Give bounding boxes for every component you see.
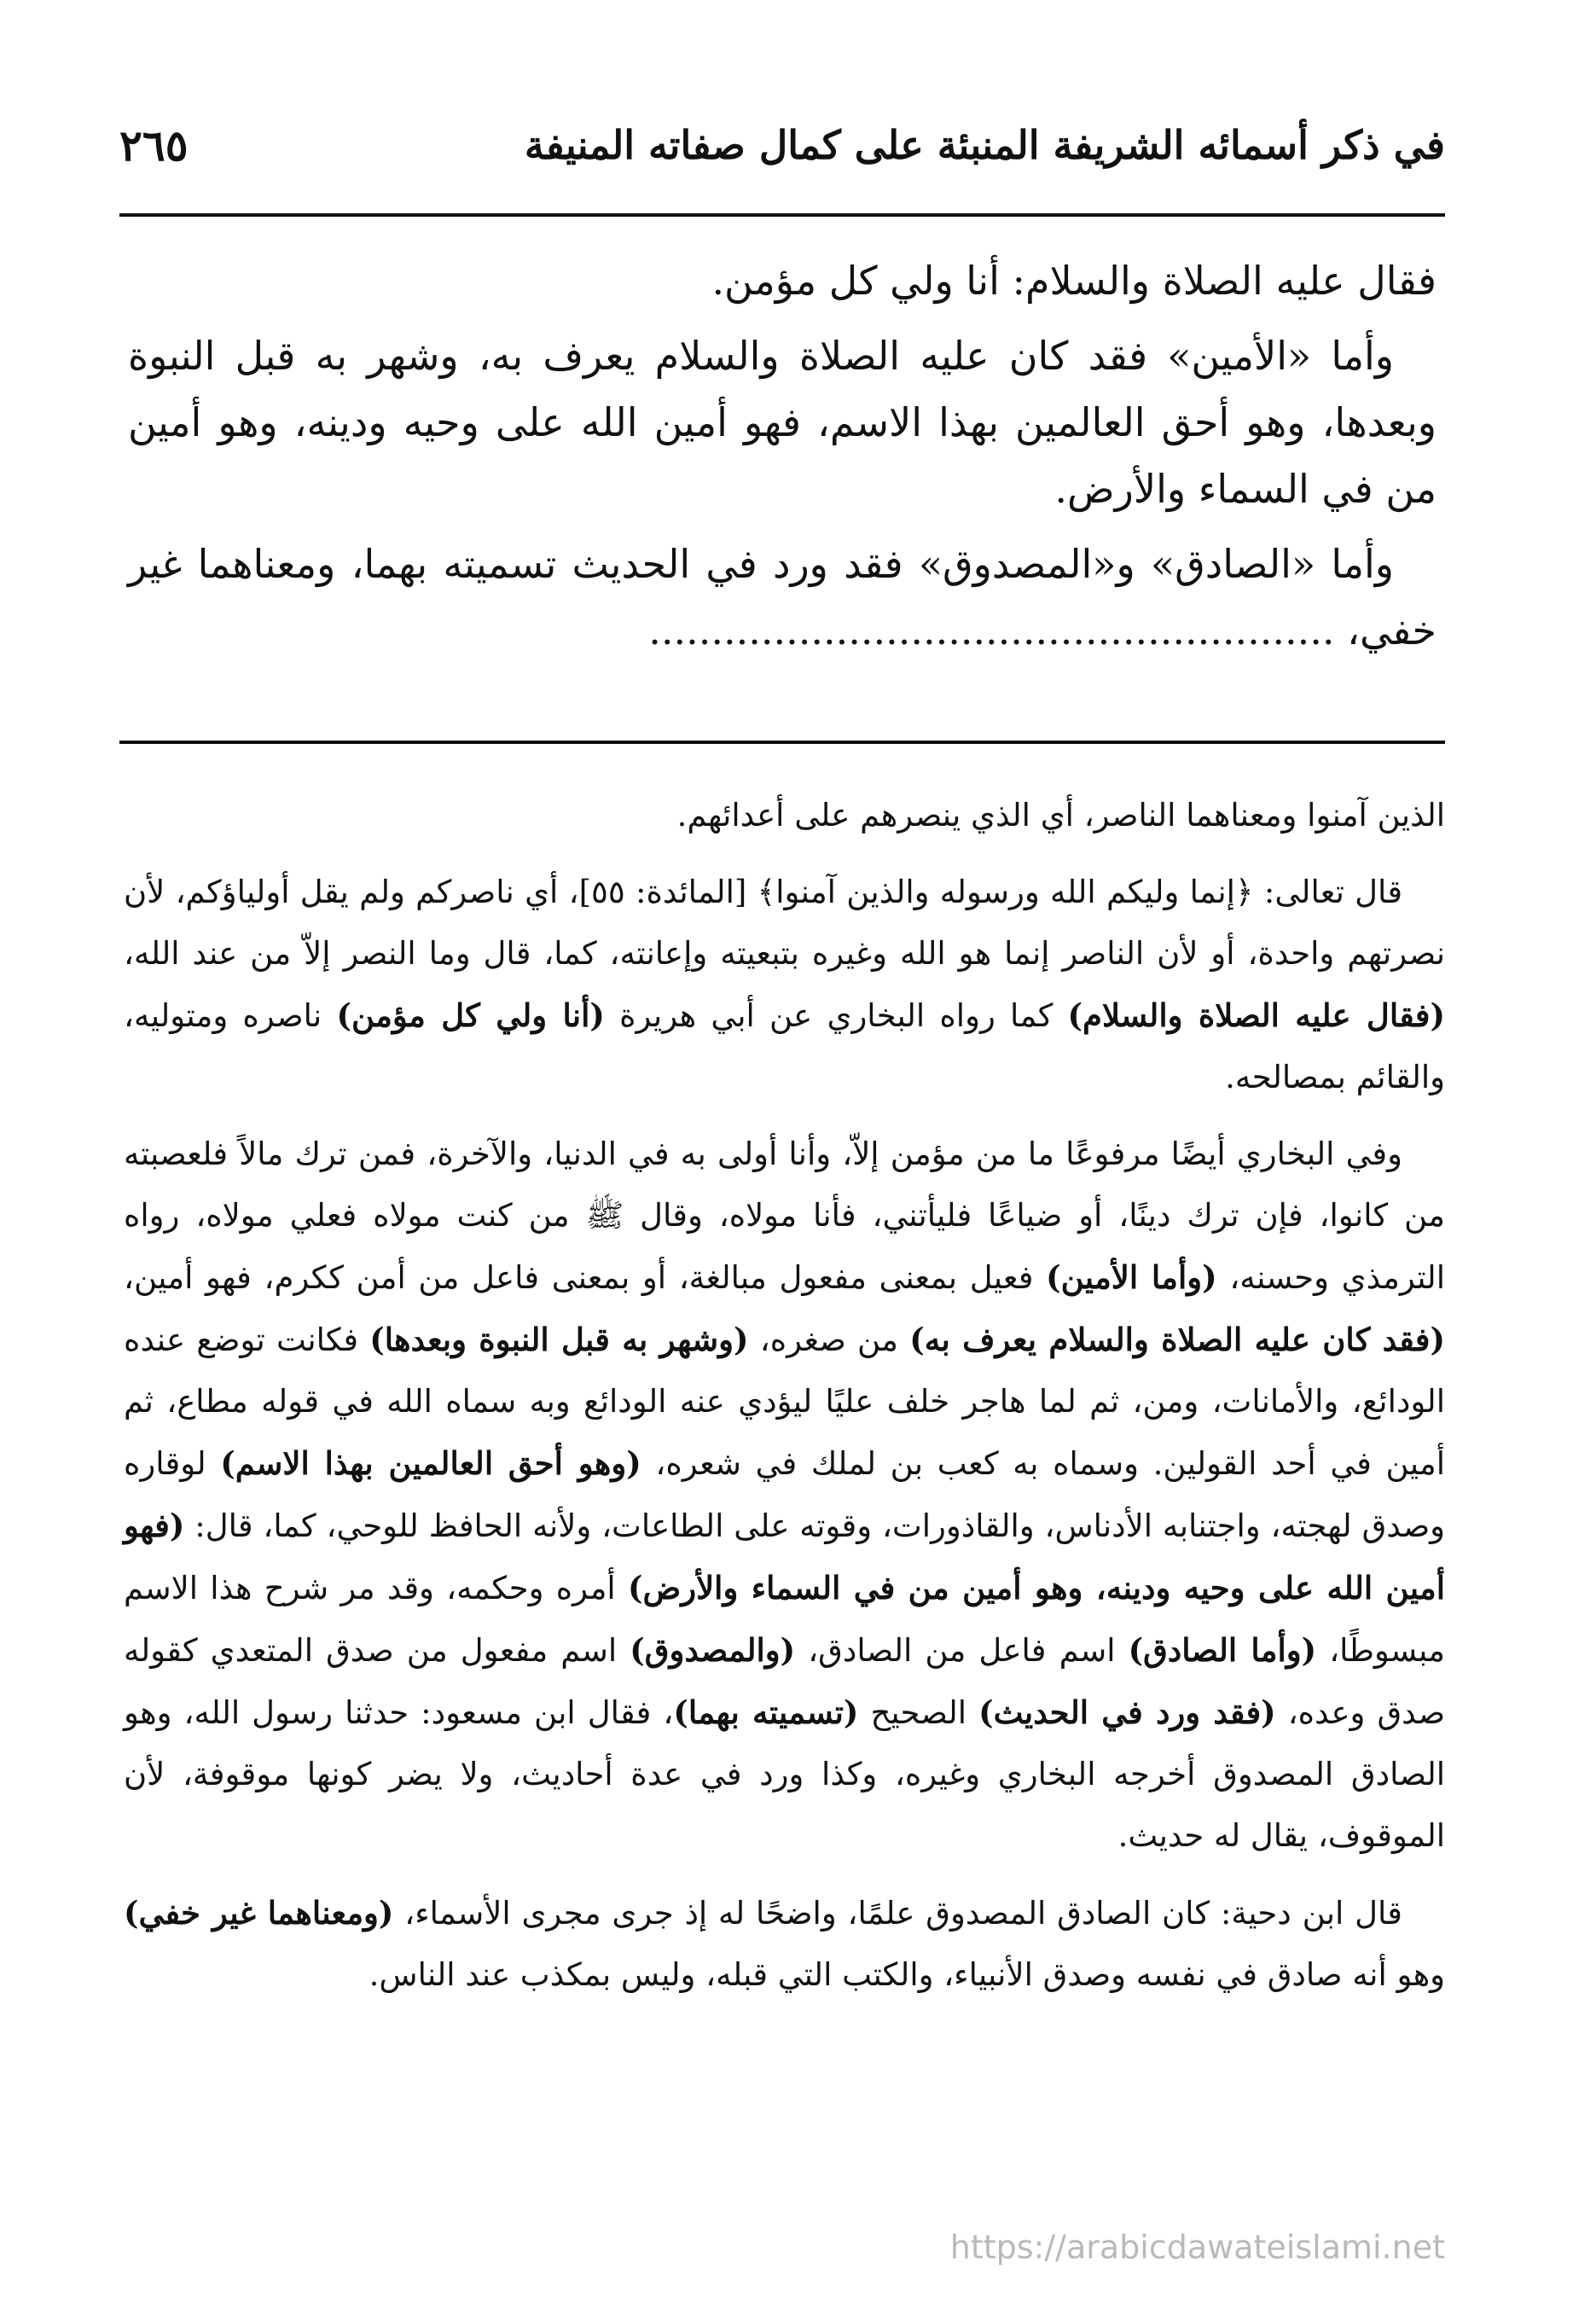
running-title: في ذكر أسمائه الشريفة المنبئة على كمال صفاته المنيفة [524, 122, 1445, 168]
main-paragraph: وأما «الأمين» فقد كان عليه الصلاة والسلام يعرف به، وشهر به قبل النبوة وبعدها، وهو أحق العالمين بهذا الاسم، فهو أمين الله على وحيه ودينه، وهو أمين من في السماء والأرض. [128, 333, 1437, 512]
quoted-matn: (وشهر به قبل النبوة وبعدها) [369, 1321, 749, 1358]
quoted-matn: (وأما الصادق) [1128, 1631, 1317, 1669]
commentary-paragraph: الذين آمنوا ومعناهما الناصر، أي الذي ينصرهم على أعدائهم. [676, 797, 1445, 834]
quoted-matn: (وأما الأمين) [1046, 1258, 1217, 1296]
quoted-matn: (فهو أمين الله على وحيه ودينه، وهو أمين من في السماء والأرض) [124, 1507, 1445, 1606]
commentary-paragraph [124, 862, 1445, 1108]
main-paragraph: وأما «الصادق» و«المصدوق» فقد ورد في الحديث تسميته بهما، ومعناهما غير خفي، ....................................................... [128, 541, 1437, 654]
commentary-text-run: قال ابن دحية: كان الصادق المصدوق علمًا، واضحًا له إذ جرى مجرى الأسماء، [393, 1895, 1402, 1932]
commentary-text-run: أمره وحكمه، وقد مر شرح هذا الاسم مبسوطًا، [124, 1570, 1445, 1669]
commentary-text-run: قال تعالى: ﴿إنما وليكم الله ورسوله والذين آمنوا﴾ [المائدة: ٥٥]، أي ناصركم ولم يقل أولياؤكم، لأن نصرتهم واحدة، أو لأن الناصر إنما هو الله وغيره بتبعيته وإعانته، كما، قال وما النصر إلاّ من عند الله، [124, 874, 1445, 972]
quoted-matn: (فقد كان عليه الصلاة والسلام يعرف به) [909, 1321, 1445, 1358]
quoted-matn: (ومعناهما غير خفي) [124, 1894, 394, 1932]
commentary-text-run: وفي البخاري أيضًا مرفوعًا ما من مؤمن إلاّ، وأنا أولى به في الدنيا، والآخرة، فمن ترك مالاً فلعصبته من كانوا، فإن ترك دينًا، أو ضياعًا فليأتني، فأنا مولاه، وقال ﷺ من كنت مولاه فعلي مولاه، رواه الترمذي وحسنه، [124, 1136, 1445, 1296]
commentary-text-run: فكانت توضع عنده الودائع، والأمانات، ومن، ثم لما هاجر خلف عليًا ليؤدي عنه الودائع وبه سماه الله في قوله مطاع، ثم أمين في أحد القولين. وسماه به كعب بن لملك في شعره، [124, 1322, 1445, 1482]
commentary-text-run: ، فقال ابن مسعود: حدثنا رسول الله، وهو الصادق المصدوق أخرجه البخاري وغيره، وكذا ورد في عدة أحاديث، ولا يضر كونها موقوفة، لأن الموقوف، يقال له حديث. [124, 1694, 1445, 1854]
commentary-text-run: من صغره، [748, 1322, 910, 1358]
page-header [119, 102, 1445, 188]
quoted-matn: (وهو أحق العالمين بهذا الاسم) [220, 1444, 641, 1482]
commentary-text-run: كما رواه البخاري عن أبي هريرة [604, 997, 1068, 1034]
quoted-matn: (فقال عليه الصلاة والسلام) [1067, 996, 1446, 1034]
quoted-matn: (فقد ورد في الحديث) [978, 1694, 1276, 1731]
commentary-text-run: وهو أنه صادق في نفسه وصدق الأنبياء، والكتب التي قبله، وليس بمكذب عند الناس. [369, 1956, 1445, 1993]
page-number: ٢٦٥ [119, 119, 189, 171]
watermark-url: https://arabicdawateislami.net [949, 2228, 1445, 2266]
commentary-text-run: الصحيح [858, 1694, 979, 1731]
main-text [128, 247, 1437, 672]
commentary-text-run: لوقاره وصدق لهجته، واجتنابه الأدناس، والقاذورات، وقوته على الطاعات، ولأنه الحافظ للوحي، كما، قال: [124, 1445, 1445, 1544]
quoted-matn: (أنا ولي كل مؤمن) [336, 996, 605, 1034]
commentary-text-run: اسم فاعل من الصادق، [795, 1632, 1129, 1669]
commentary-text-run: اسم مفعول من صدق المتعدي كقوله صدق وعده، [124, 1632, 1445, 1731]
commentary-text-run: فعيل بمعنى مفعول مبالغة، أو بمعنى فاعل من أمن ككرم، فهو أمين، [124, 1259, 1047, 1296]
commentary-paragraph [124, 1124, 1445, 1867]
section-divider [119, 741, 1445, 744]
commentary-text [124, 785, 1445, 2021]
quoted-matn: (والمصدوق) [630, 1631, 796, 1669]
main-paragraph: فقال عليه الصلاة والسلام: أنا ولي كل مؤمن. [711, 258, 1437, 304]
commentary-paragraph [124, 1882, 1445, 2006]
quoted-matn: (تسميته بهما) [673, 1694, 859, 1731]
commentary-text-run: ناصره ومتوليه، والقائم بمصالحه. [124, 997, 1445, 1095]
header-rule [119, 213, 1445, 217]
